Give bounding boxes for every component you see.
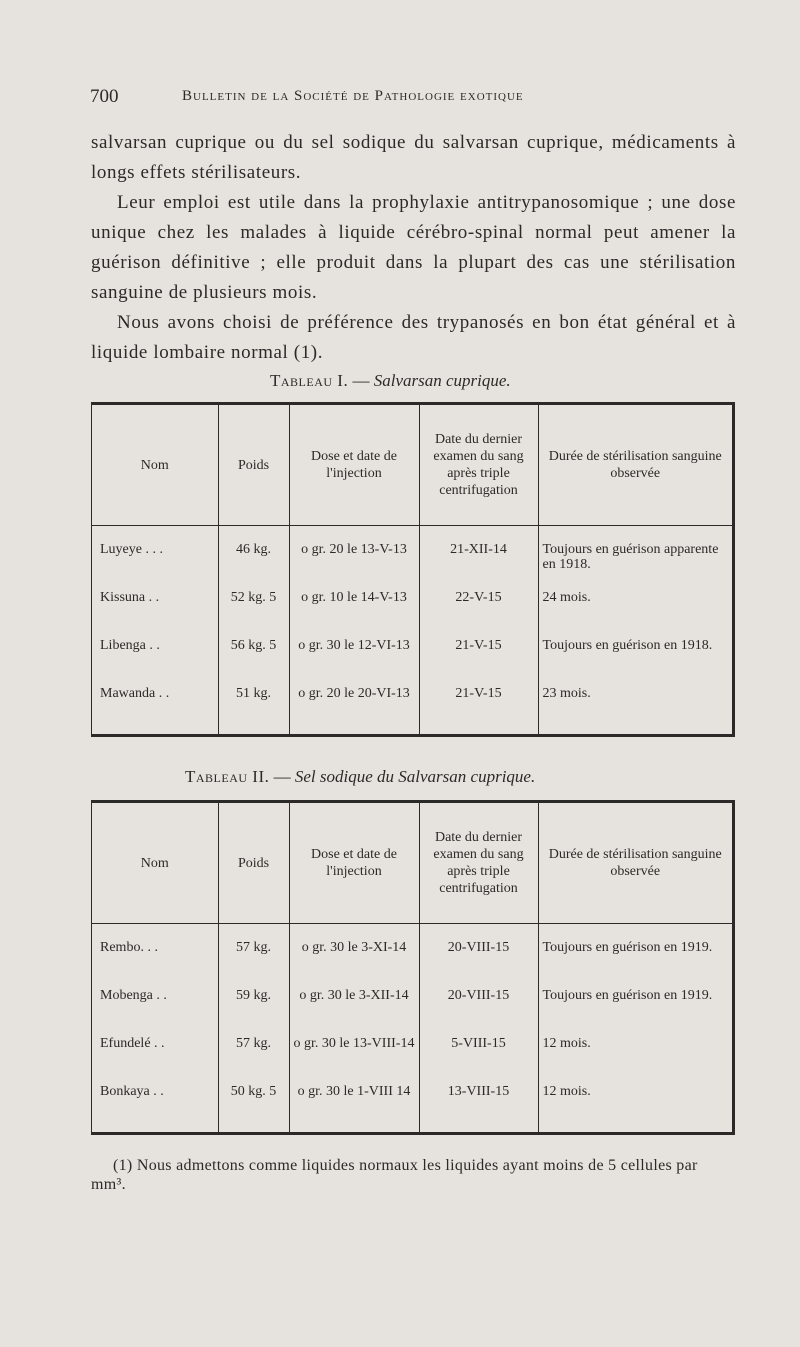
cell-nom: Kissuna . .	[92, 590, 218, 638]
footnote	[91, 1156, 736, 1194]
paragraph-2: Leur emploi est utile dans la prophylaxie antitrypanosomique ; une dose unique chez les malades à liquide cérébro-spinal normal peut amener la guérison définitive ; elle produit dans la plupart des cas une stérilisation sanguine de plusieurs mois.	[91, 192, 736, 303]
paragraph-3: Nous avons choisi de préférence des trypanosés en bon état général et à liquide lombaire normal (1).	[91, 312, 736, 363]
col-header-poids: Poids	[218, 405, 289, 526]
cell-poids: 52 kg. 5	[218, 590, 289, 638]
cell-dose: o gr. 30 le 3-XI-14	[289, 924, 419, 989]
cell-date: 22-V-15	[419, 590, 538, 638]
col-header-dose: Dose et date de l'injection	[289, 405, 419, 526]
cell-date: 20-VIII-15	[419, 924, 538, 989]
table-2	[91, 800, 735, 1135]
footnote-text: (1) Nous admettons comme liquides normaux les liquides ayant moins de 5 cellules par mm³.	[91, 1157, 698, 1193]
cell-duree: Toujours en guérison apparente en 1918.	[542, 542, 719, 572]
cell-nom: Efundelé . .	[92, 1036, 218, 1084]
table-2-label: Tableau II.	[185, 767, 270, 786]
cell-poids: 57 kg.	[218, 1036, 289, 1084]
cell-date: 5-VIII-15	[419, 1036, 538, 1084]
cell-duree: 12 mois.	[542, 1084, 591, 1099]
cell-date: 21-XII-14	[419, 526, 538, 591]
cell-poids: 46 kg.	[218, 526, 289, 591]
table-1-title: Salvarsan cuprique.	[373, 371, 511, 390]
cell-dose: o gr. 30 le 3-XII-14	[289, 988, 419, 1036]
cell-poids: 51 kg.	[218, 686, 289, 734]
journal-title: Bulletin de la Société de Pathologie exotique	[182, 88, 524, 104]
col-header-date: Date du dernier examen du sang après triple centrifugation	[419, 405, 538, 526]
caption-dash: —	[348, 371, 374, 390]
page-number: 700	[90, 86, 119, 107]
table-row	[92, 526, 732, 591]
cell-duree: 23 mois.	[542, 686, 591, 701]
col-header-nom: Nom	[92, 803, 218, 924]
cell-date: 21-V-15	[419, 686, 538, 734]
cell-dose: o gr. 20 le 13-V-13	[289, 526, 419, 591]
table-1-caption	[270, 371, 511, 391]
cell-duree: 24 mois.	[542, 590, 591, 605]
cell-duree: Toujours en guérison en 1919.	[542, 988, 713, 1003]
cell-nom: Mawanda . .	[92, 686, 218, 734]
cell-duree: Toujours en guérison en 1918.	[542, 638, 713, 653]
cell-duree: Toujours en guérison en 1919.	[542, 940, 713, 955]
cell-dose: o gr. 30 le 12-VI-13	[289, 638, 419, 686]
table-row	[92, 686, 732, 734]
table-header-row	[92, 803, 732, 924]
cell-dose: o gr. 20 le 20-VI-13	[289, 686, 419, 734]
col-header-duree: Durée de stérilisation sanguine observée	[538, 803, 732, 924]
table-2-title: Sel sodique du Salvarsan cuprique.	[294, 767, 536, 786]
cell-duree: 12 mois.	[542, 1036, 591, 1051]
table-header-row	[92, 405, 732, 526]
body-text	[91, 128, 736, 368]
cell-poids: 50 kg. 5	[218, 1084, 289, 1132]
cell-dose: o gr. 30 le 13-VIII-14	[289, 1036, 419, 1084]
col-header-poids: Poids	[218, 803, 289, 924]
col-header-nom: Nom	[92, 405, 218, 526]
cell-nom: Bonkaya . .	[92, 1084, 218, 1132]
cell-nom: Mobenga . .	[92, 988, 218, 1036]
cell-date: 13-VIII-15	[419, 1084, 538, 1132]
cell-nom: Rembo. . .	[92, 924, 218, 989]
table-1-label: Tableau I.	[270, 371, 349, 390]
cell-poids: 57 kg.	[218, 924, 289, 989]
cell-nom: Libenga . .	[92, 638, 218, 686]
table-row	[92, 924, 732, 989]
cell-date: 21-V-15	[419, 638, 538, 686]
table-2-caption	[185, 767, 535, 787]
paragraph-1: salvarsan cuprique ou du sel sodique du salvarsan cuprique, médicaments à longs effets stérilisateurs.	[91, 132, 736, 183]
table-row	[92, 1036, 732, 1084]
table-row	[92, 988, 732, 1036]
cell-poids: 56 kg. 5	[218, 638, 289, 686]
cell-dose: o gr. 30 le 1-VIII 14	[289, 1084, 419, 1132]
table-row	[92, 1084, 732, 1132]
cell-dose: o gr. 10 le 14-V-13	[289, 590, 419, 638]
col-header-date: Date du dernier examen du sang après triple centrifugation	[419, 803, 538, 924]
table-row	[92, 590, 732, 638]
table-row	[92, 638, 732, 686]
cell-date: 20-VIII-15	[419, 988, 538, 1036]
col-header-dose: Dose et date de l'injection	[289, 803, 419, 924]
cell-poids: 59 kg.	[218, 988, 289, 1036]
caption-dash: —	[269, 767, 295, 786]
col-header-duree: Durée de stérilisation sanguine observée	[538, 405, 732, 526]
table-1	[91, 402, 735, 737]
cell-nom: Luyeye . . .	[92, 526, 218, 591]
